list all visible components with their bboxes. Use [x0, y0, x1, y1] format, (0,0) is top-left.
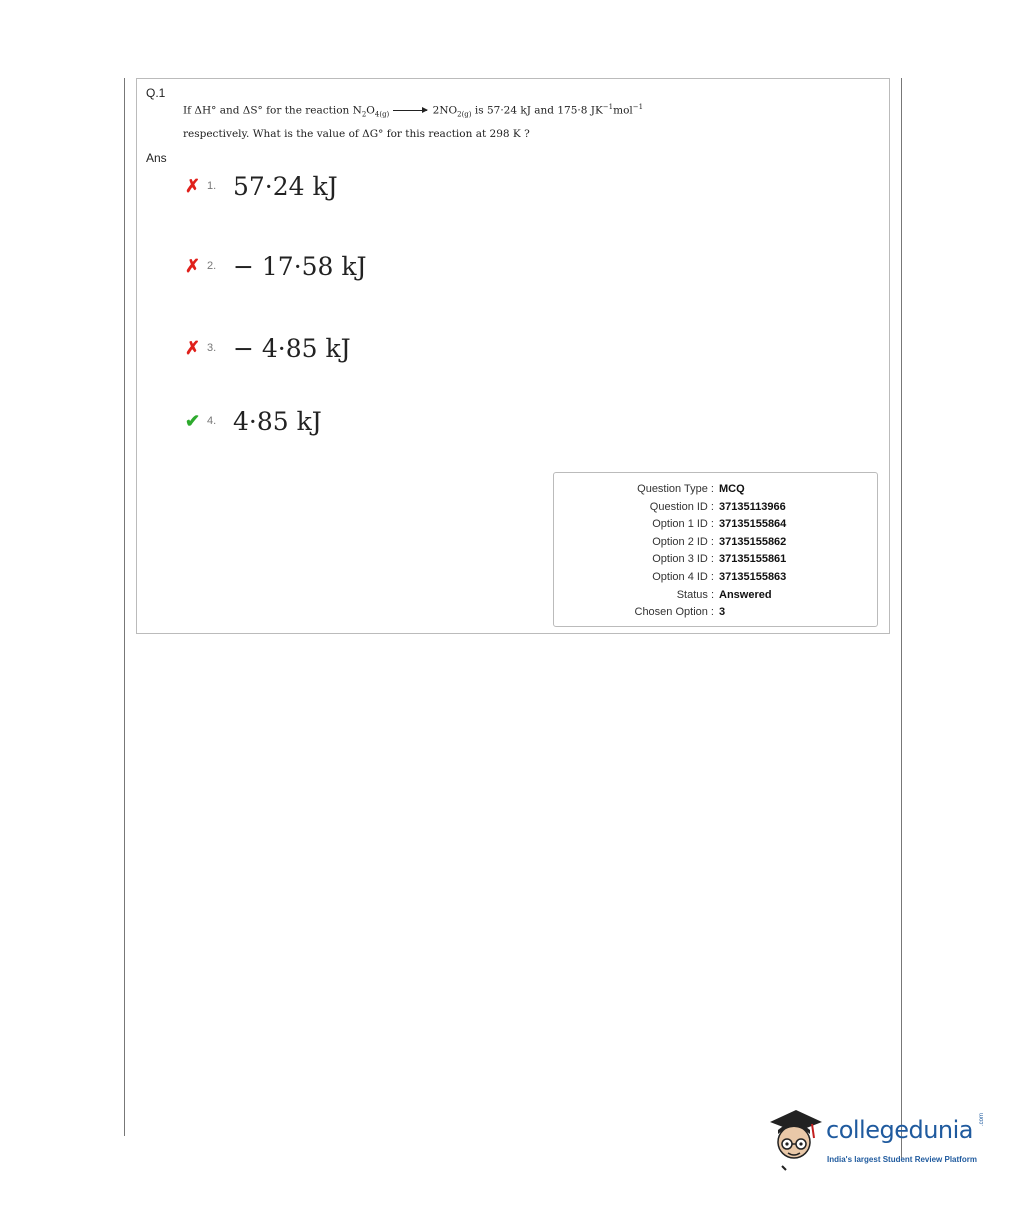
- correct-check-icon: ✔: [185, 411, 201, 431]
- option-number: 2.: [207, 260, 217, 272]
- option-text: − 17·58 kJ: [233, 251, 367, 281]
- meta-value: 37135155864: [719, 518, 787, 531]
- meta-row-chosen-option: [554, 604, 877, 620]
- right-margin-line: [901, 78, 902, 1158]
- subscript: 2: [361, 110, 367, 119]
- wrong-cross-icon: ✗: [185, 176, 201, 196]
- option-1: [185, 166, 338, 206]
- question-text-part1: If ΔH° and ΔS° for the reaction N: [183, 104, 362, 117]
- option-text: 57·24 kJ: [233, 171, 338, 201]
- question-number: Q.1: [146, 86, 166, 100]
- option-text: 4·85 kJ: [233, 406, 322, 436]
- meta-label: Option 2 ID :: [652, 535, 714, 548]
- superscript: −1: [632, 103, 644, 111]
- brand-name: collegedunia: [826, 1116, 974, 1144]
- meta-label: Status :: [676, 588, 714, 601]
- meta-value: 37135155861: [719, 553, 787, 566]
- wrong-cross-icon: ✗: [185, 256, 201, 276]
- question-text: [183, 98, 823, 144]
- meta-value: 37135155863: [719, 571, 787, 583]
- subscript: 2(g): [457, 110, 472, 119]
- mascot-graduate-icon: [766, 1104, 824, 1174]
- meta-row-option2-id: [554, 534, 877, 550]
- meta-value: Answered: [719, 588, 772, 601]
- meta-label: Option 1 ID :: [652, 518, 714, 531]
- meta-row-option3-id: [554, 551, 877, 567]
- unit-mol: mol: [613, 104, 633, 117]
- question-text-part2: is 57·24 kJ and 175·8 JK: [471, 104, 603, 117]
- meta-row-question-id: [554, 499, 877, 515]
- answer-label: Ans: [146, 151, 167, 165]
- meta-label: Question ID :: [649, 500, 714, 513]
- meta-label: Option 4 ID :: [652, 571, 714, 583]
- left-margin-line: [124, 78, 125, 1136]
- meta-row-option1-id: [554, 516, 877, 532]
- meta-row-option4-id: [554, 569, 877, 585]
- option-number: 1.: [207, 180, 217, 192]
- meta-value: MCQ: [719, 483, 745, 495]
- option-4: [185, 401, 322, 441]
- question-line-1: [183, 98, 823, 125]
- meta-label: Option 3 ID :: [652, 553, 714, 566]
- product-formula: 2NO: [432, 104, 458, 117]
- subscript: 4(g): [374, 110, 390, 119]
- option-number: 3.: [207, 342, 217, 354]
- meta-value: 3: [719, 606, 726, 619]
- meta-value: 37135155862: [719, 535, 787, 548]
- option-number: 4.: [207, 415, 217, 427]
- meta-value: 37135113966: [719, 500, 786, 513]
- meta-row-status: [554, 587, 877, 603]
- wrong-cross-icon: ✗: [185, 338, 201, 358]
- meta-label: Chosen Option :: [634, 606, 714, 619]
- brand-tagline: India's largest Student Review Platform: [827, 1155, 977, 1164]
- question-line-2: respectively. What is the value of ΔG° for this reaction at 298 K ?: [183, 127, 530, 140]
- formula-part: O: [366, 104, 375, 117]
- meta-label: Question Type :: [637, 483, 714, 495]
- option-3: [185, 328, 351, 368]
- option-2: [185, 246, 367, 286]
- question-meta-panel: [553, 472, 878, 627]
- collegedunia-logo: [766, 1104, 1006, 1174]
- superscript: −1: [602, 103, 614, 111]
- brand-domain: .com: [979, 1112, 985, 1126]
- option-text: − 4·85 kJ: [233, 333, 351, 363]
- reaction-arrow-icon: [393, 110, 427, 111]
- meta-row-question-type: [554, 481, 877, 497]
